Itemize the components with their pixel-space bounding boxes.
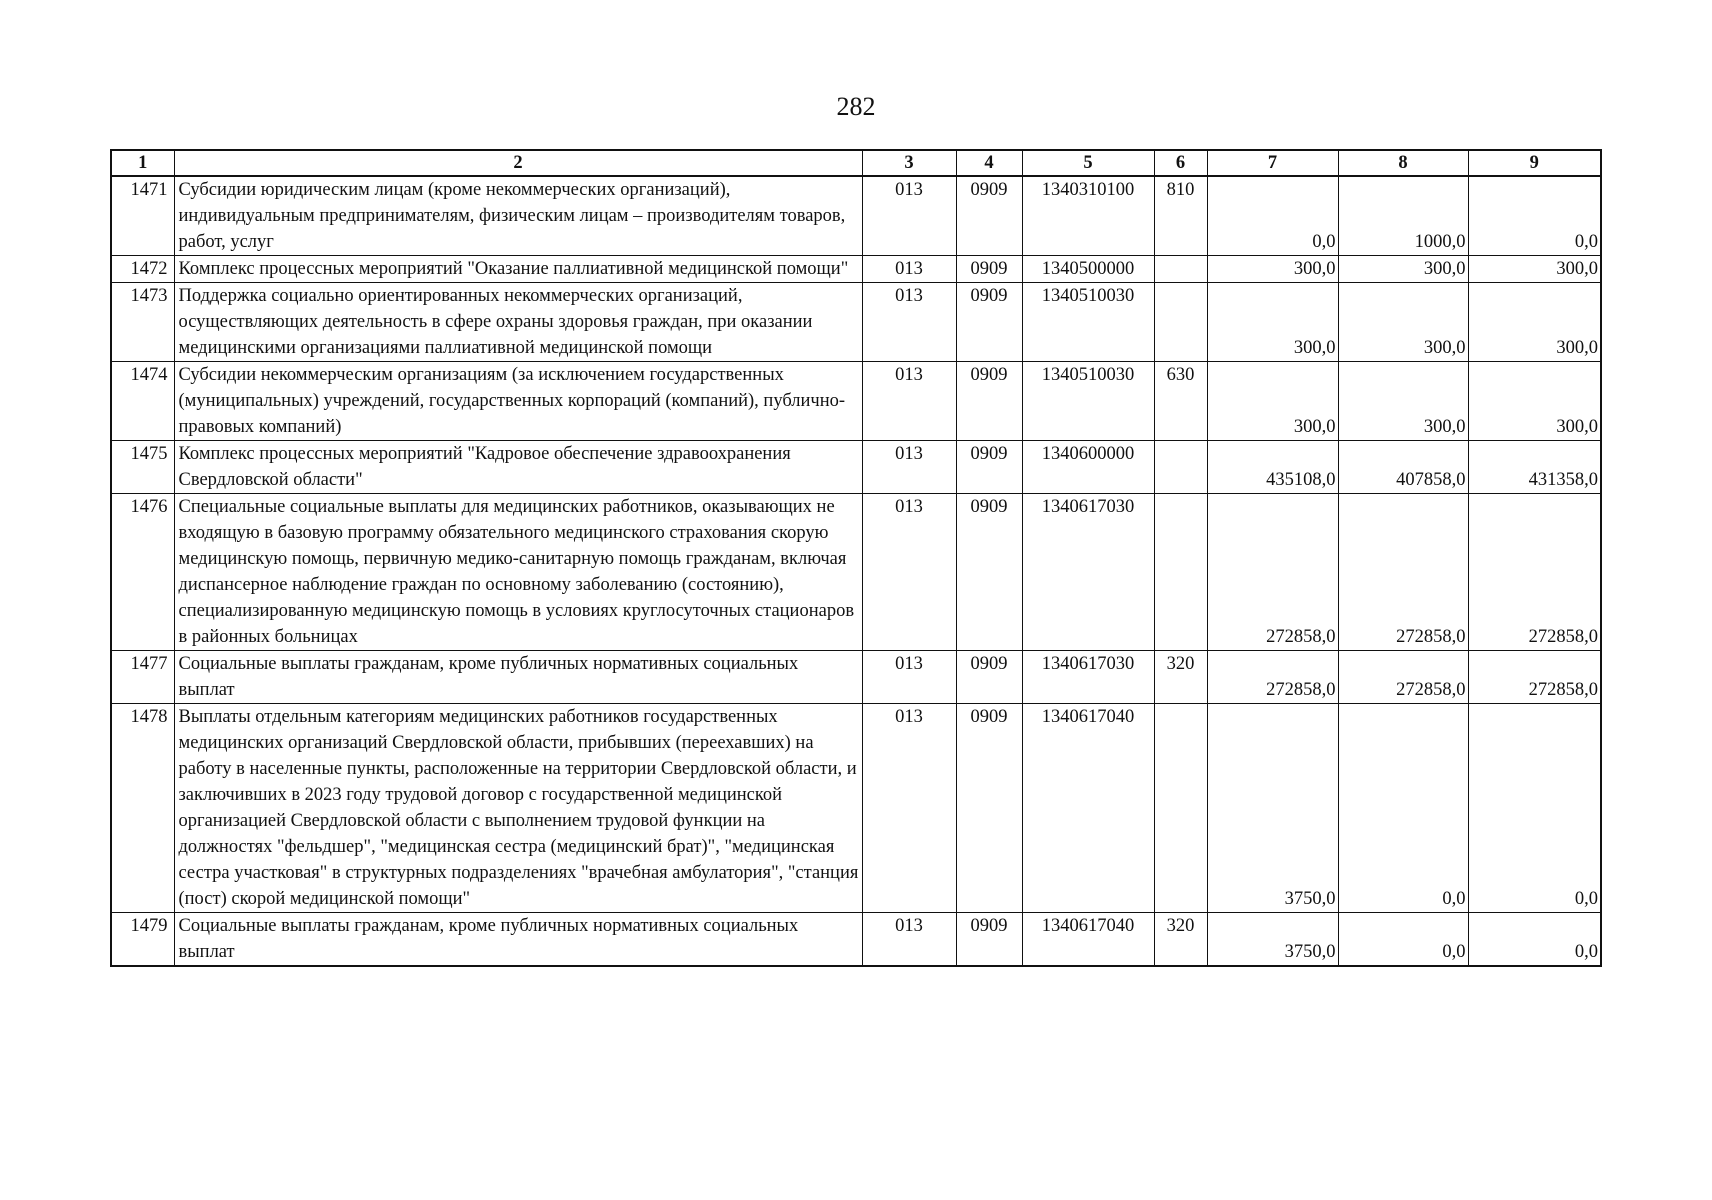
row-code-5: 1340617040 (1022, 704, 1154, 913)
row-name: Выплаты отдельным категориям медицинских работников государственных медицинских организаций Свердловской области, прибывших (переехавших) на работу в населенные пункты, расположенные на территории Свердловской области, и заключивших в 2023 году трудовой договор с государственной медицинской организацией Свердловской области с выполнением трудовой функции на должностях "фельдшер", "медицинская сестра (медицинский брат)", "медицинская сестра участковая" в структурных подразделениях "врачебная амбулатория", "станция (пост) скорой медицинской помощи" (174, 704, 862, 913)
row-code-6: 320 (1154, 913, 1207, 967)
row-code-5: 1340500000 (1022, 256, 1154, 283)
row-amount-9: 272858,0 (1468, 494, 1601, 651)
row-number: 1477 (111, 651, 174, 704)
row-code-4: 0909 (956, 913, 1022, 967)
row-code-3: 013 (862, 362, 956, 441)
row-code-5: 1340600000 (1022, 441, 1154, 494)
row-amount-8: 407858,0 (1338, 441, 1468, 494)
row-amount-7: 0,0 (1207, 176, 1338, 256)
row-code-5: 1340510030 (1022, 283, 1154, 362)
row-amount-8: 300,0 (1338, 283, 1468, 362)
row-code-6 (1154, 704, 1207, 913)
row-code-5: 1340617040 (1022, 913, 1154, 967)
row-number: 1471 (111, 176, 174, 256)
row-code-4: 0909 (956, 704, 1022, 913)
col-header-4: 4 (956, 150, 1022, 176)
row-code-4: 0909 (956, 441, 1022, 494)
row-code-3: 013 (862, 441, 956, 494)
col-header-1: 1 (111, 150, 174, 176)
row-code-4: 0909 (956, 494, 1022, 651)
row-code-3: 013 (862, 283, 956, 362)
row-amount-8: 300,0 (1338, 256, 1468, 283)
row-amount-7: 3750,0 (1207, 913, 1338, 967)
page-number: 282 (836, 92, 876, 121)
col-header-8: 8 (1338, 150, 1468, 176)
row-code-6 (1154, 283, 1207, 362)
row-code-3: 013 (862, 256, 956, 283)
row-code-4: 0909 (956, 362, 1022, 441)
row-number: 1476 (111, 494, 174, 651)
row-code-6: 810 (1154, 176, 1207, 256)
col-header-7: 7 (1207, 150, 1338, 176)
row-code-5: 1340617030 (1022, 651, 1154, 704)
row-amount-8: 272858,0 (1338, 494, 1468, 651)
table-row (111, 362, 1601, 441)
col-header-9: 9 (1468, 150, 1601, 176)
row-amount-9: 0,0 (1468, 176, 1601, 256)
row-amount-8: 1000,0 (1338, 176, 1468, 256)
col-header-6: 6 (1154, 150, 1207, 176)
row-code-6 (1154, 494, 1207, 651)
row-code-5: 1340617030 (1022, 494, 1154, 651)
table-row (111, 256, 1601, 283)
row-amount-7: 300,0 (1207, 362, 1338, 441)
header-row (111, 150, 1601, 176)
row-amount-8: 272858,0 (1338, 651, 1468, 704)
row-amount-9: 300,0 (1468, 256, 1601, 283)
table-row (111, 283, 1601, 362)
row-code-3: 013 (862, 494, 956, 651)
row-code-4: 0909 (956, 651, 1022, 704)
row-number: 1475 (111, 441, 174, 494)
row-code-6: 630 (1154, 362, 1207, 441)
row-name: Субсидии юридическим лицам (кроме некоммерческих организаций), индивидуальным предпринимателям, физическим лицам – производителям товаров, работ, услуг (174, 176, 862, 256)
row-amount-7: 435108,0 (1207, 441, 1338, 494)
row-code-3: 013 (862, 704, 956, 913)
row-code-6 (1154, 256, 1207, 283)
row-code-4: 0909 (956, 256, 1022, 283)
row-amount-8: 0,0 (1338, 704, 1468, 913)
row-amount-7: 272858,0 (1207, 651, 1338, 704)
row-code-6 (1154, 441, 1207, 494)
row-amount-9: 0,0 (1468, 913, 1601, 967)
row-amount-9: 272858,0 (1468, 651, 1601, 704)
row-amount-8: 300,0 (1338, 362, 1468, 441)
row-amount-8: 0,0 (1338, 913, 1468, 967)
row-amount-9: 300,0 (1468, 283, 1601, 362)
row-number: 1472 (111, 256, 174, 283)
row-code-3: 013 (862, 913, 956, 967)
row-number: 1479 (111, 913, 174, 967)
row-amount-7: 300,0 (1207, 256, 1338, 283)
row-number: 1478 (111, 704, 174, 913)
row-name: Субсидии некоммерческим организациям (за исключением государственных (муниципальных) учреждений, государственных корпораций (компаний), публично-правовых компаний) (174, 362, 862, 441)
row-amount-7: 300,0 (1207, 283, 1338, 362)
row-code-5: 1340310100 (1022, 176, 1154, 256)
row-name: Социальные выплаты гражданам, кроме публичных нормативных социальных выплат (174, 651, 862, 704)
row-amount-7: 3750,0 (1207, 704, 1338, 913)
row-number: 1474 (111, 362, 174, 441)
row-number: 1473 (111, 283, 174, 362)
row-code-5: 1340510030 (1022, 362, 1154, 441)
row-code-4: 0909 (956, 283, 1022, 362)
table-row (111, 441, 1601, 494)
row-code-3: 013 (862, 651, 956, 704)
row-amount-9: 431358,0 (1468, 441, 1601, 494)
row-name: Поддержка социально ориентированных некоммерческих организаций, осуществляющих деятельность в сфере охраны здоровья граждан, при оказании медицинскими организациями паллиативной медицинской помощи (174, 283, 862, 362)
table-row (111, 651, 1601, 704)
table-row (111, 704, 1601, 913)
budget-table (110, 149, 1602, 967)
row-name: Комплекс процессных мероприятий "Оказание паллиативной медицинской помощи" (174, 256, 862, 283)
row-code-4: 0909 (956, 176, 1022, 256)
col-header-2: 2 (174, 150, 862, 176)
row-code-3: 013 (862, 176, 956, 256)
row-name: Комплекс процессных мероприятий "Кадровое обеспечение здравоохранения Свердловской области" (174, 441, 862, 494)
table-row (111, 913, 1601, 967)
row-amount-9: 0,0 (1468, 704, 1601, 913)
row-amount-7: 272858,0 (1207, 494, 1338, 651)
row-code-6: 320 (1154, 651, 1207, 704)
table-row (111, 494, 1601, 651)
row-amount-9: 300,0 (1468, 362, 1601, 441)
table-row (111, 176, 1601, 256)
row-name: Специальные социальные выплаты для медицинских работников, оказывающих не входящую в базовую программу обязательного медицинского страхования скорую медицинскую помощь, первичную медико-санитарную помощь гражданам, включая диспансерное наблюдение граждан по основному заболеванию (состоянию), специализированную медицинскую помощь в условиях круглосуточных стационаров в районных больницах (174, 494, 862, 651)
col-header-5: 5 (1022, 150, 1154, 176)
row-name: Социальные выплаты гражданам, кроме публичных нормативных социальных выплат (174, 913, 862, 967)
col-header-3: 3 (862, 150, 956, 176)
